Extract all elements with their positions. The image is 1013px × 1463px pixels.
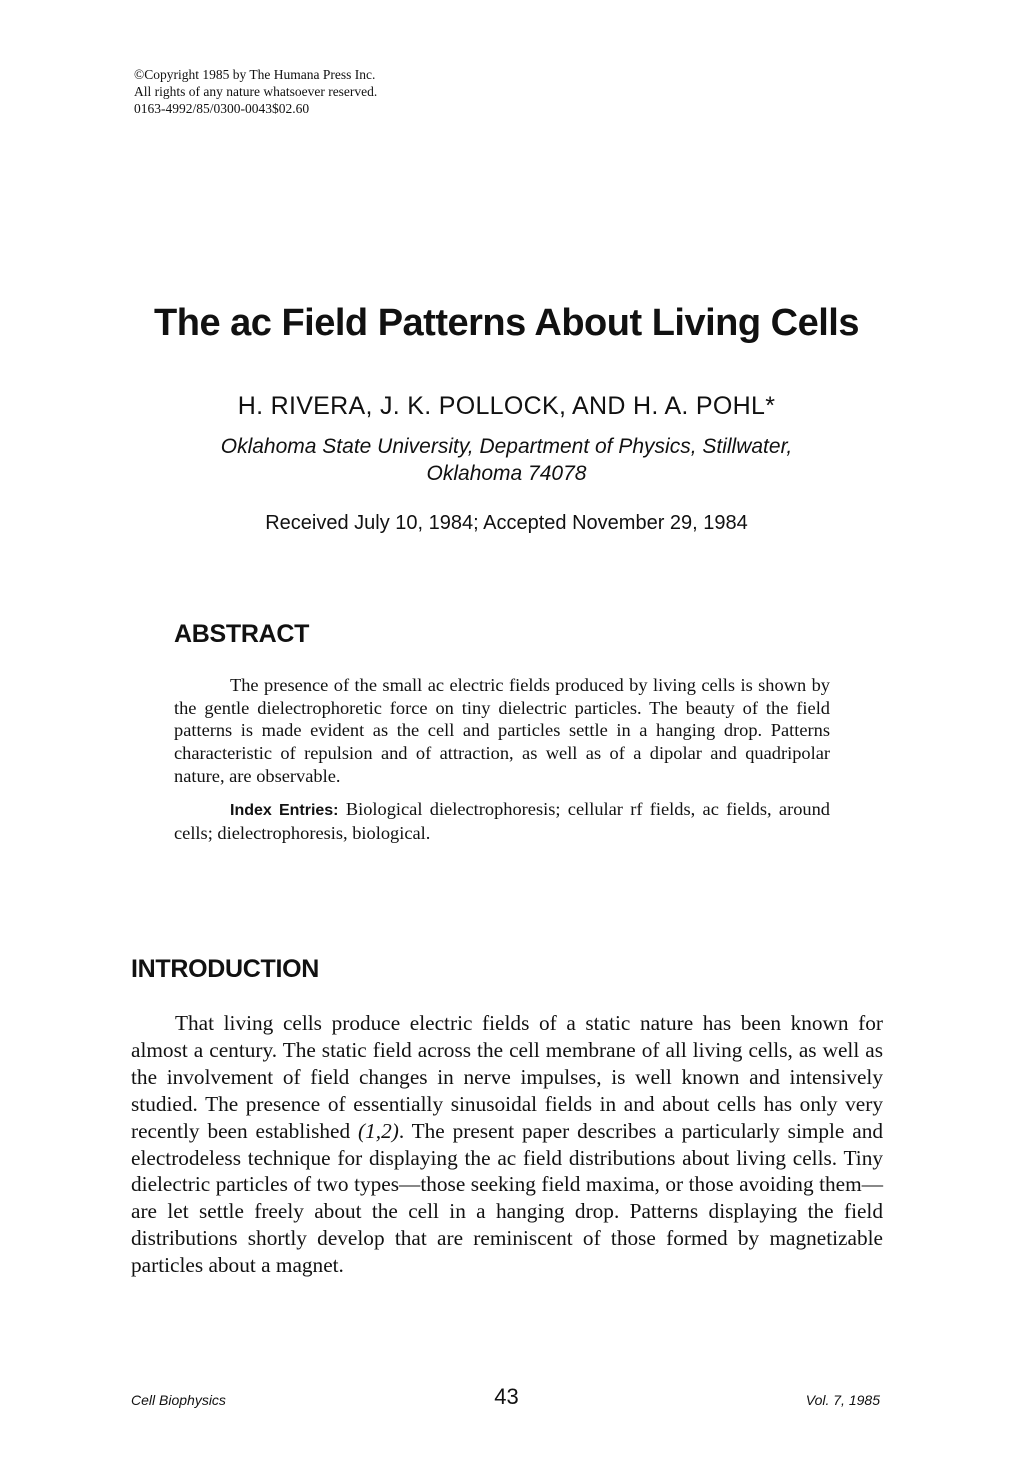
introduction-section <box>131 1010 883 1279</box>
abstract-section <box>174 674 830 845</box>
issn-code: 0163-4992/85/0300-0043$02.60 <box>134 101 310 116</box>
introduction-text: That living cells produce electric fields of a static nature has been known for almost a century. The static field across the cell membrane of all living cells, as well as the involvement of field changes in nerve impulses, is well known and intensively studied. The presence of essentially sinusoidal fields in and about cells has only very recently been established <box>131 1011 883 1143</box>
introduction-paragraph <box>131 1010 883 1279</box>
article-title: The ac Field Patterns About Living Cells <box>154 302 859 344</box>
abstract-heading: ABSTRACT <box>174 620 310 648</box>
citation: (1,2) <box>358 1118 399 1143</box>
affiliation-line: Oklahoma 74078 <box>426 462 587 485</box>
abstract-text: The presence of the small ac electric fields produced by living cells is shown by the gentle dielectrophoretic force on tiny dielectric particles. The beauty of the field patterns is made evident as the cell and particles settle in a hanging drop. Patterns characteristic of repulsion and of attraction, as well as of a dipolar and quadripolar nature, are observable. <box>174 675 830 786</box>
journal-name: Cell Biophysics <box>131 1392 226 1408</box>
author-list: H. RIVERA, J. K. POLLOCK, AND H. A. POHL* <box>237 392 776 420</box>
copyright-line: ©Copyright 1985 by The Humana Press Inc. <box>134 67 376 82</box>
rights-line: All rights of any nature whatsoever reserved. <box>134 84 378 99</box>
index-entries-label: Index Entries: <box>230 801 339 819</box>
introduction-heading: INTRODUCTION <box>131 955 320 983</box>
index-entries-text: Biological dielectrophoresis; cellular rf fields, ac fields, around cells; dielectrophoresis, biological. <box>174 798 830 844</box>
introduction-text: . The present paper describes a particularly simple and electrodeless technique for displaying the ac field distributions about living cells. Tiny dielectric particles of two types—those seeking field maxima, or those avoiding them—are let settle freely about the cell in a hanging drop. Patterns displaying the field distributions shortly develop that are reminiscent of those formed by magnetizable particles about a magnet. <box>131 1118 883 1278</box>
page-number: 43 <box>494 1384 519 1409</box>
affiliation-line: Oklahoma State University, Department of Physics, Stillwater, <box>220 435 793 458</box>
copyright-notice <box>134 66 377 117</box>
received-dates: Received July 10, 1984; Accepted November 29, 1984 <box>265 512 748 534</box>
index-entries <box>174 798 830 845</box>
affiliation <box>0 433 1013 487</box>
volume-info: Vol. 7, 1985 <box>805 1392 880 1408</box>
